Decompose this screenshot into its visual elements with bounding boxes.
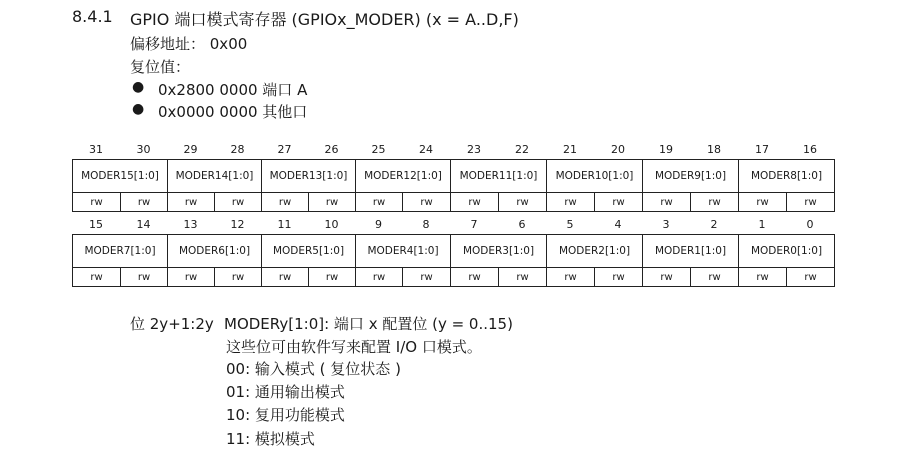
bit-number-16: 16	[803, 143, 817, 156]
bit-number-29: 29	[183, 143, 198, 156]
bit-number-21: 21	[563, 143, 577, 156]
section-title: GPIO 端口模式寄存器 (GPIOx_MODER) (x = A..D,F)	[130, 10, 519, 29]
access-bit30: rw	[121, 193, 168, 212]
access-bit31: rw	[73, 193, 121, 212]
reset-value-port-a: 0x2800 0000 端口 A	[158, 81, 308, 99]
access-bit25: rw	[356, 193, 403, 212]
field-moder15: MODER15[1:0]	[73, 160, 168, 193]
section-number: 8.4.1	[72, 7, 113, 26]
bit-number-10: 10	[324, 218, 339, 231]
access-bit0: rw	[787, 268, 835, 287]
register-table-low	[72, 234, 835, 287]
access-bit8: rw	[403, 268, 451, 287]
bit-number-22: 22	[515, 143, 529, 156]
bit-number-7: 7	[470, 218, 478, 231]
field-moder2: MODER2[1:0]	[547, 235, 643, 268]
access-bit22: rw	[499, 193, 547, 212]
bit-number-12: 12	[230, 218, 245, 231]
bit-number-25: 25	[371, 143, 386, 156]
bit-number-23: 23	[467, 143, 481, 156]
field-moder12: MODER12[1:0]	[356, 160, 451, 193]
field-moder13: MODER13[1:0]	[262, 160, 356, 193]
field-bit-range: 位 2y+1:2y	[130, 315, 214, 333]
access-bit18: rw	[691, 193, 739, 212]
access-bit4: rw	[595, 268, 643, 287]
bit-number-30: 30	[136, 143, 151, 156]
access-bit26: rw	[309, 193, 356, 212]
bit-number-24: 24	[419, 143, 433, 156]
access-bit16: rw	[787, 193, 835, 212]
access-bit9: rw	[356, 268, 403, 287]
bit-number-19: 19	[659, 143, 673, 156]
bit-number-15: 15	[89, 218, 103, 231]
bit-number-28: 28	[230, 143, 245, 156]
access-bit19: rw	[643, 193, 691, 212]
bit-number-3: 3	[662, 218, 670, 231]
access-bit1: rw	[739, 268, 787, 287]
access-bit2: rw	[691, 268, 739, 287]
reset-value-other-ports: 0x0000 0000 其他口	[158, 103, 308, 121]
field-name: MODERy[1:0]: 端口 x 配置位 (y = 0..15)	[224, 315, 513, 333]
field-desc-line: 00: 输入模式 ( 复位状态 )	[226, 360, 401, 378]
bit-number-9: 9	[375, 218, 382, 231]
field-moder0: MODER0[1:0]	[739, 235, 835, 268]
bit-number-20: 20	[611, 143, 625, 156]
bit-number-11: 11	[277, 218, 292, 231]
bit-number-26: 26	[324, 143, 339, 156]
access-bit23: rw	[451, 193, 499, 212]
access-bit7: rw	[451, 268, 499, 287]
bit-number-18: 18	[707, 143, 721, 156]
access-bit11: rw	[262, 268, 309, 287]
field-moder7: MODER7[1:0]	[73, 235, 168, 268]
bit-number-17: 17	[755, 143, 769, 156]
access-bit10: rw	[309, 268, 356, 287]
access-bit12: rw	[215, 268, 262, 287]
bit-number-13: 13	[183, 218, 198, 231]
access-bit13: rw	[168, 268, 215, 287]
field-desc-line: 01: 通用输出模式	[226, 383, 345, 401]
bit-number-1: 1	[758, 218, 766, 231]
access-bit14: rw	[121, 268, 168, 287]
access-bit29: rw	[168, 193, 215, 212]
access-bit15: rw	[73, 268, 121, 287]
access-bit17: rw	[739, 193, 787, 212]
field-moder1: MODER1[1:0]	[643, 235, 739, 268]
access-bit6: rw	[499, 268, 547, 287]
bit-number-4: 4	[614, 218, 622, 231]
field-moder9: MODER9[1:0]	[643, 160, 739, 193]
field-moder5: MODER5[1:0]	[262, 235, 356, 268]
bit-number-27: 27	[277, 143, 292, 156]
bullet-icon: ●	[132, 79, 145, 95]
access-bit3: rw	[643, 268, 691, 287]
bit-number-14: 14	[136, 218, 151, 231]
field-desc-line: 这些位可由软件写来配置 I/O 口模式。	[226, 338, 482, 356]
access-bit5: rw	[547, 268, 595, 287]
access-bit20: rw	[595, 193, 643, 212]
field-moder8: MODER8[1:0]	[739, 160, 835, 193]
field-moder6: MODER6[1:0]	[168, 235, 262, 268]
bit-number-0: 0	[806, 218, 814, 231]
bit-number-6: 6	[518, 218, 526, 231]
field-desc-line: 11: 模拟模式	[226, 430, 315, 448]
register-table-high	[72, 159, 835, 212]
bit-number-5: 5	[566, 218, 574, 231]
offset-address: 偏移地址： 0x00	[130, 35, 248, 53]
field-moder4: MODER4[1:0]	[356, 235, 451, 268]
access-bit24: rw	[403, 193, 451, 212]
field-moder11: MODER11[1:0]	[451, 160, 547, 193]
field-moder10: MODER10[1:0]	[547, 160, 643, 193]
access-bit21: rw	[547, 193, 595, 212]
field-moder14: MODER14[1:0]	[168, 160, 262, 193]
access-bit28: rw	[215, 193, 262, 212]
bullet-icon: ●	[132, 101, 145, 117]
reset-value-label: 复位值：	[130, 58, 191, 76]
access-bit27: rw	[262, 193, 309, 212]
bit-number-31: 31	[89, 143, 103, 156]
bit-number-2: 2	[710, 218, 718, 231]
field-desc-line: 10: 复用功能模式	[226, 406, 345, 424]
field-moder3: MODER3[1:0]	[451, 235, 547, 268]
bit-number-8: 8	[422, 218, 430, 231]
